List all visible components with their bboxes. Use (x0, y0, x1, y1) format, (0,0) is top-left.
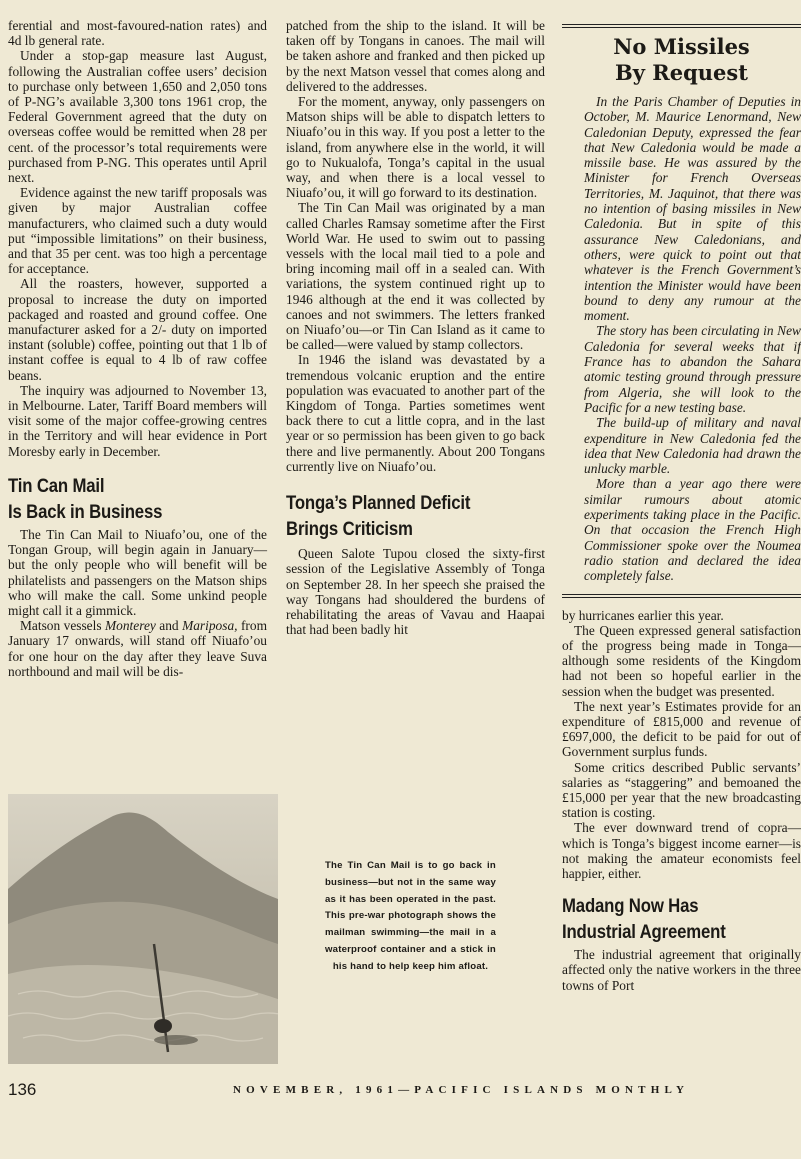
page-number: 136 (8, 1080, 37, 1099)
madang-heading-line1: Madang Now Has (562, 895, 699, 918)
swimming-mailman-photo (8, 794, 278, 1064)
paragraph: The Tin Can Mail was originated by a man called Charles Ramsay sometime after the First World War. He used to swim out to passing vessels with the local mail tied to a pole and bring incoming mail off in a sealed can. With variations, the system continued right up to 1946 although at the end it was collected by canoes and not swimmers. The letters franked on Niuafo’ou—or Tin Can Island as it came to be called—were valued by stamp collectors. (286, 200, 545, 353)
publication-title: NOVEMBER, 1961—PACIFIC ISLANDS MONTHLY (233, 1084, 690, 1096)
paragraph: The Tin Can Mail to Niuafo’ou, one of the Tongan Group, will begin again in January—but the only people who will benefit will be philatelists and passengers on the Matson ships who will make the call. Some unkind people might call it a gimmick. (8, 526, 267, 618)
paragraph: The next year’s Estimates provide for an expenditure of £815,000 and revenue of £697,000, the deficit to be paid for out of Government surplus funds. (562, 698, 801, 760)
photo-caption (325, 858, 496, 976)
text-run: and (155, 618, 183, 634)
paragraph: The build-up of military and naval expenditure in New Caledonia fed the idea that New Caledonia had drawn the unlucky marble. (584, 415, 801, 477)
paragraph (8, 618, 267, 679)
madang-heading-line2: Industrial Agreement (562, 921, 726, 944)
tonga-deficit-heading-line2: Brings Criticism (286, 518, 413, 541)
text-run: from January 17 onwards, will stand off Niuafo’ou for one hour on the day after they leave Suva northbound and mail will be dis- (8, 618, 267, 679)
paragraph: Evidence against the new tariff proposals was given by major Australian coffee manufacturers, who claimed such a duty would put “impossible limitations” on their business, and that 35 per cent. was too high a percentage for acceptance. (8, 185, 267, 277)
paragraph: In 1946 the island was devastated by a tremendous volcanic eruption and the entire population was evacuated to another part of the Kingdom of Tonga. Parties sometimes went back there to cut a little copra, and in the last year or so permission has been given to go back there and live permanently. About 200 Tongans currently live on Niuafo’ou. (286, 352, 545, 474)
paragraph: The story has been circulating in New Caledonia for several weeks that if France has to abandon the Sahara atomic testing ground through pressure from Algeria, she will look to the Pacific for a new testing base. (584, 323, 801, 415)
paragraph: In the Paris Chamber of Deputies in October, M. Maurice Lenormand, New Caledonian Deputy, expressed the fear that New Caledonia would be made a missile base. He was assured by the Minister for French Overseas Territories, M. Jaquinot, that there was no intention of basing missiles in New Caledonia. But in spite of this assurance New Caledonians, and others, were quick to point out that whatever is the French Government’s intention the Minister would have been bound to deny any rumour at the moment. (584, 94, 801, 324)
paragraph: The ever downward trend of copra—which is Tonga’s biggest income earner—is not making the amateur economists feel happier, either. (562, 820, 801, 881)
paragraph: For the moment, anyway, only passengers on Matson ships will be able to dispatch letters to Niuafo’ou in this way. If you post a letter to the island, from anywhere else in the world, it will go to Nukualofa, Tonga’s capital in the usual way, and when there is a local vessel to Niuafo’ou, it will go forward to its destination. (286, 94, 545, 201)
tin-can-mail-heading-line2: Is Back in Business (8, 500, 163, 523)
ship-name: Monterey (105, 618, 156, 634)
page-footer (0, 1080, 801, 1110)
column-left (8, 18, 267, 679)
paragraph: Under a stop-gap measure last August, following the Australian coffee users’ decision to purchase only between 1,650 and 2,050 tons of P-NG’s available 3,300 tons 1961 crop, the Federal Government agreed that the duty on overseas coffee would be remitted when 28 per cent. of the processor’s total requirements were purchased from P-NG. This operates until April next. (8, 48, 267, 186)
paragraph: The industrial agreement that originally affected only the native workers in the three towns of Port (562, 947, 801, 993)
tonga-deficit-heading-line1: Tonga’s Planned Deficit (286, 492, 471, 515)
paragraph: patched from the ship to the island. It will be taken off by Tongans in canoes. The mail will be taken ashore and franked and then picked up by the next Matson vessel that comes along and delivered to the addresses. (286, 18, 545, 94)
column-middle (286, 18, 545, 637)
paragraph: Queen Salote Tupou closed the sixty-first session of the Legislative Assembly of Tonga on September 28. In her speech she praised the way Tongans had shouldered the burdens of rehabilitating the areas of Vavau and Haapai that had been badly hit (286, 546, 545, 638)
missiles-title-line1: No Missiles (613, 34, 750, 59)
caption-text: The Tin Can Mail is to go back in business—but not in the same way as it has been operated in the past. This pre-war photograph shows the mailman swimming—the mail in a waterproof container and a stick in his hand to help keep him afloat. (325, 860, 496, 972)
paragraph: More than a year ago there were similar rumours about atomic experiments taking place in the Pacific. On that occasion the French High Commissioner spoke over the Noumea radio station and declared the idea completely false. (584, 476, 801, 584)
paragraph: Some critics described Public servants’ salaries as “staggering” and bemoaned the £15,000 per year that the new broadcasting station is costing. (562, 759, 801, 821)
column-right (562, 18, 801, 993)
ship-name: Mariposa, (182, 618, 238, 634)
missiles-box-body (562, 94, 801, 584)
missiles-title-line2: By Request (615, 60, 748, 85)
paragraph: The inquiry was adjourned to November 13, in Melbourne. Later, Tariff Board members will visit some of the major coffee-growing centres in the Territory and will hear evidence in Port Moresby early in December. (8, 382, 267, 459)
box-rule-bottom (562, 594, 801, 598)
paragraph: by hurricanes earlier this year. (562, 607, 724, 623)
text-run: Matson vessels (20, 618, 106, 634)
tin-can-mail-heading-line1: Tin Can Mail (8, 474, 105, 497)
paragraph: The Queen expressed general satisfaction of the progress being made in Tonga—although some residents of the Kingdom had not been so hopeful earlier in the session when the budget was presented. (562, 622, 801, 699)
photo-illustration (8, 794, 278, 1064)
box-rule-top (562, 24, 801, 28)
paragraph: ferential and most-favoured-nation rates) and 4d lb general rate. (8, 18, 267, 49)
paragraph: All the roasters, however, supported a proposal to increase the duty on imported packaged and roasted and ground coffee. One manufacturer asked for a 2/- duty on imported instant (soluble) coffee, pointing out that 1 lb of instant coffee is equal to 4 lb of raw coffee beans. (8, 276, 267, 383)
